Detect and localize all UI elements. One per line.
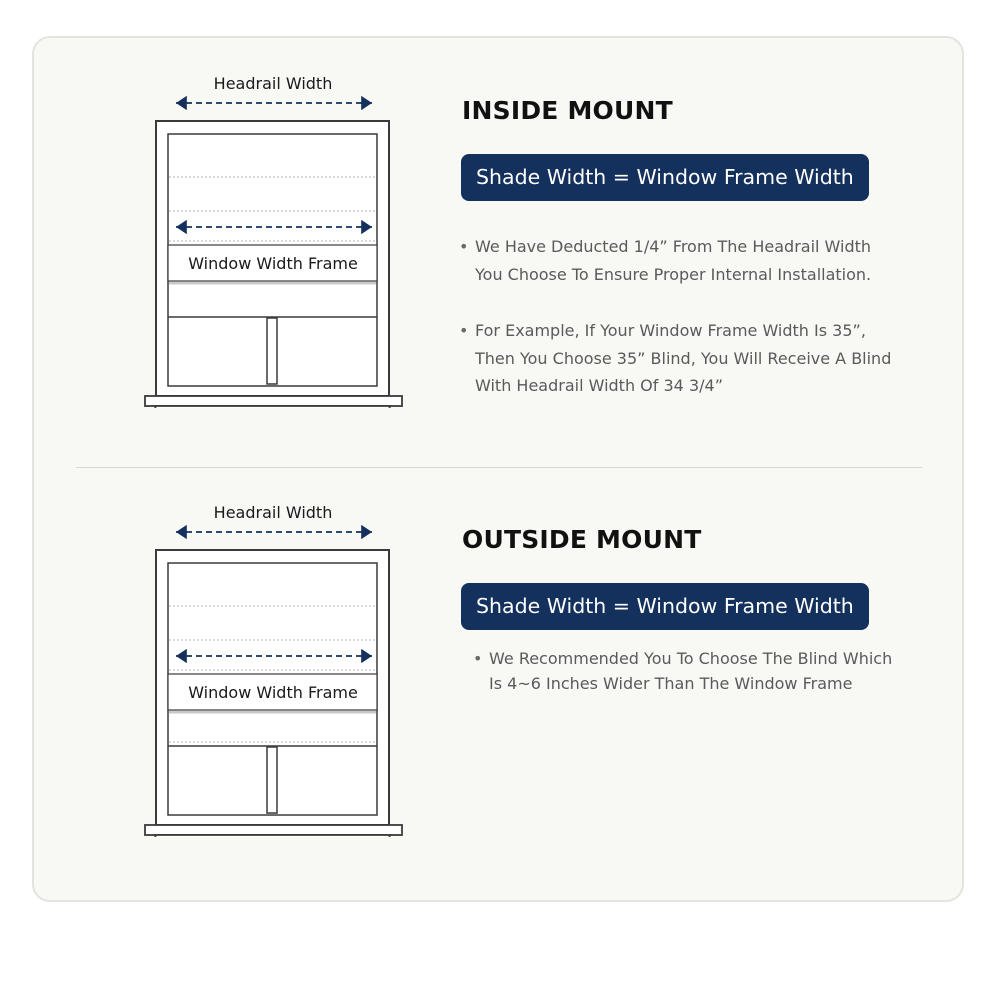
outside-mount-formula-badge: Shade Width = Window Frame Width <box>461 583 869 630</box>
inside-window-apron <box>155 406 390 408</box>
list-item <box>473 647 903 696</box>
inside-mount-diagram <box>140 68 410 408</box>
inside-note-text: We Have Deducted 1/4” From The Headrail Width You Choose To Ensure Proper Internal Installation. <box>475 237 872 284</box>
outside-note-text: We Recommended You To Choose The Blind Which Is 4~6 Inches Wider Than The Window Frame <box>489 649 893 693</box>
outside-window-apron <box>155 835 390 837</box>
list-item <box>459 317 899 400</box>
outside-window-width-frame-label: Window Width Frame <box>188 683 358 702</box>
inside-mount-formula-badge: Shade Width = Window Frame Width <box>461 154 869 201</box>
inside-mount-title: INSIDE MOUNT <box>462 96 673 125</box>
bullet-icon: • <box>459 237 469 256</box>
outside-window-sill <box>145 825 402 835</box>
inside-mount-notes <box>459 233 899 429</box>
outside-mount-title: OUTSIDE MOUNT <box>462 525 702 554</box>
list-item <box>459 233 899 288</box>
inside-note-text: For Example, If Your Window Frame Width Is 35”, Then You Choose 35” Blind, You Will Receive A Blind With Headrail Width Of 34 3/4” <box>475 321 892 395</box>
inside-window-width-frame-label: Window Width Frame <box>188 254 358 273</box>
outside-mount-window-illustration <box>140 497 410 837</box>
outside-headrail-width-label: Headrail Width <box>213 503 333 522</box>
section-divider <box>76 467 922 468</box>
outside-mount-diagram <box>140 497 410 837</box>
inside-mount-window-illustration <box>140 68 410 408</box>
inside-window-sill <box>145 396 402 406</box>
bullet-icon: • <box>473 649 483 668</box>
bullet-icon: • <box>459 321 469 340</box>
inside-window-mullion <box>267 318 277 384</box>
inside-headrail-width-label: Headrail Width <box>213 74 333 93</box>
outside-window-mullion <box>267 747 277 813</box>
outside-mount-notes <box>473 647 903 696</box>
